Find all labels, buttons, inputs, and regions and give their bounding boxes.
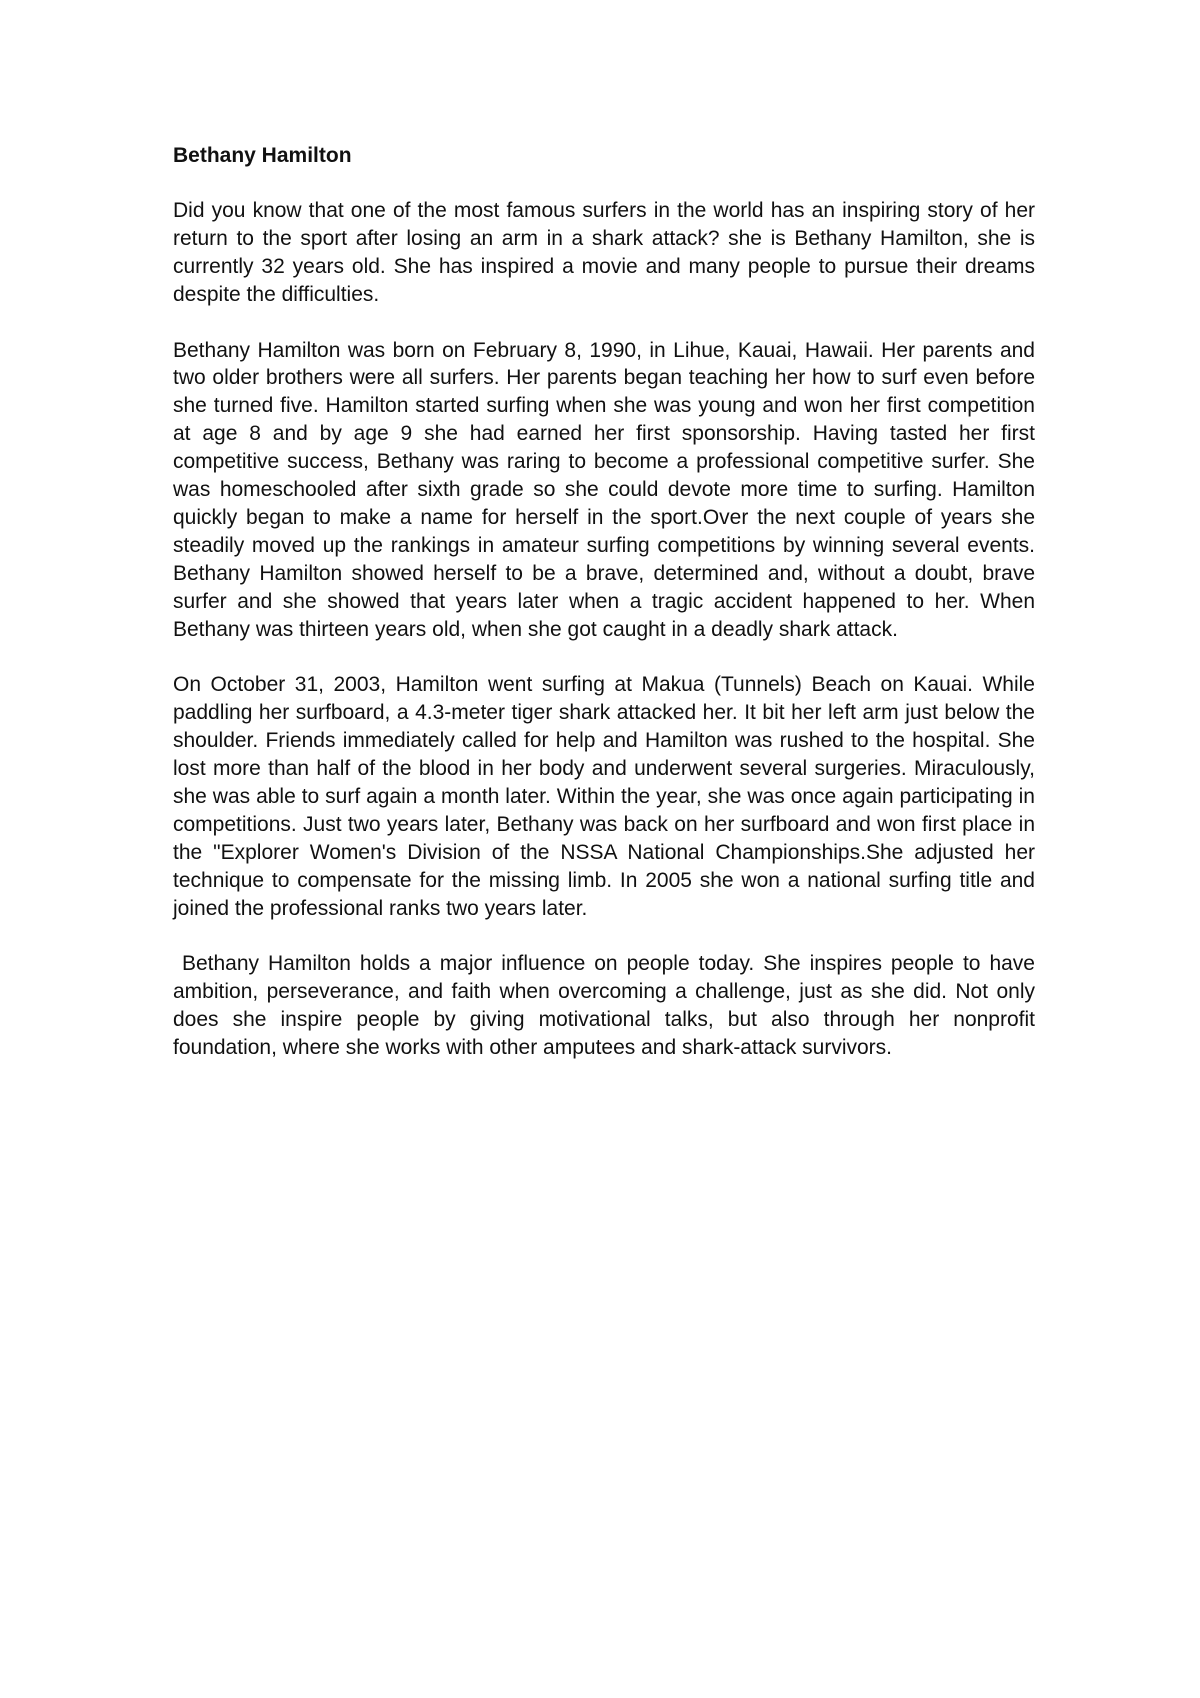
paragraph-influence: Bethany Hamilton holds a major influence on people today. She inspires people to have ambition, perseverance, and faith when overcoming a challenge, just as she did. Not only does she inspire people by giving motivational talks, but also through her nonprofit foundation, where she works with other amputees and shark-attack survivors. [173, 952, 1041, 1060]
paragraph-shark-attack: On October 31, 2003, Hamilton went surfing at Makua (Tunnels) Beach on Kauai. While paddling her surfboard, a 4.3-meter tiger shark attacked her. It bit her left arm just below the shoulder. Friends immediately called for help and Hamilton was rushed to the hospital. She lost more than half of the blood in her body and underwent several surgeries. Miraculously, she was able to surf again a month later. Within the year, she was once again participating in competitions. Just two years later, Bethany was back on her surfboard and won first place in the "Explorer Women's Division of the NSSA National Championships.She adjusted her technique to compensate for the missing limb. In 2005 she won a national surfing title and joined the professional ranks two years later. [173, 673, 1041, 920]
document-title: Bethany Hamilton [173, 144, 352, 167]
paragraph-intro: Did you know that one of the most famous surfers in the world has an inspiring story of her return to the sport after losing an arm in a shark attack? she is Bethany Hamilton, she is currently 32 years old. She has inspired a movie and many people to pursue their dreams despite the difficulties. [173, 199, 1041, 306]
document-page [173, 142, 1041, 1090]
paragraph-early-life: Bethany Hamilton was born on February 8, 1990, in Lihue, Kauai, Hawaii. Her parents and two older brothers were all surfers. Her parents began teaching her how to surf even before she turned five. Hamilton started surfing when she was young and won her first competition at age 8 and by age 9 she had earned her first sponsorship. Having tasted her first competitive success, Bethany was raring to become a professional competitive surfer. She was homeschooled after sixth grade so she could devote more time to surfing. Hamilton quickly began to make a name for herself in the sport.Over the next couple of years she steadily moved up the rankings in amateur surfing competitions by winning several events. Bethany Hamilton showed herself to be a brave, determined and, without a doubt, brave surfer and she showed that years later when a tragic accident happened to her. When Bethany was thirteen years old, when she got caught in a deadly shark attack. [173, 338, 1041, 641]
